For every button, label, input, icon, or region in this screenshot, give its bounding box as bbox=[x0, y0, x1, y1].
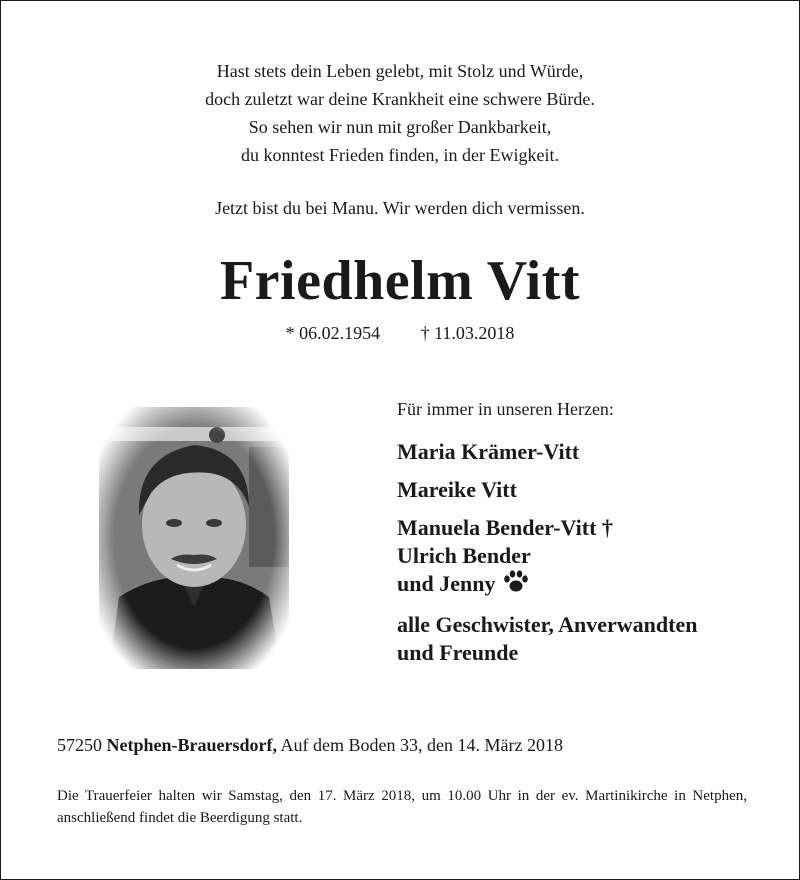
poem-line: du konntest Frieden finden, in der Ewigkeit. bbox=[241, 145, 559, 165]
mourner-name: Manuela Bender-Vitt † bbox=[397, 515, 613, 540]
mourners-block bbox=[397, 399, 787, 667]
mourners-heading: Für immer in unseren Herzen: bbox=[397, 399, 614, 419]
mourner-with-pet bbox=[397, 570, 787, 601]
life-dates bbox=[1, 323, 799, 344]
mourner-name: Maria Krämer-Vitt bbox=[397, 439, 580, 464]
birth-date: * 06.02.1954 bbox=[285, 323, 381, 343]
poem-line: So sehen wir nun mit großer Dankbarkeit, bbox=[248, 117, 552, 137]
farewell-line: Jetzt bist du bei Manu. Wir werden dich vermissen. bbox=[215, 198, 585, 218]
address-rest: Auf dem Boden 33, den 14. März 2018 bbox=[280, 735, 563, 755]
poem-line: doch zuletzt war deine Krankheit eine schwere Bürde. bbox=[205, 89, 595, 109]
mourner-name: alle Geschwister, Anverwandten bbox=[397, 612, 698, 637]
town: Netphen-Brauersdorf, bbox=[106, 735, 277, 755]
mourner-name: Ulrich Bender bbox=[397, 543, 531, 568]
mourner-name: und Freunde bbox=[397, 640, 519, 665]
paw-print-icon bbox=[503, 570, 529, 601]
poem-line: Hast stets dein Leben gelebt, mit Stolz und Würde, bbox=[216, 61, 584, 81]
portrait-photo bbox=[99, 407, 289, 669]
address-line bbox=[57, 735, 757, 756]
mourner-name: Mareike Vitt bbox=[397, 477, 517, 502]
funeral-service-note: Die Trauerfeier halten wir Samstag, den 17. März 2018, um 10.00 Uhr in der ev. Martinikirche in Netphen, anschließend findet die Beerdigung statt. bbox=[57, 788, 747, 826]
portrait-illustration bbox=[99, 407, 289, 669]
mourner-name: und Jenny bbox=[397, 571, 496, 596]
postcode: 57250 bbox=[57, 735, 102, 755]
deceased-name: Friedhelm Vitt bbox=[219, 250, 581, 312]
death-date: † 11.03.2018 bbox=[420, 323, 515, 343]
poem bbox=[1, 57, 799, 169]
